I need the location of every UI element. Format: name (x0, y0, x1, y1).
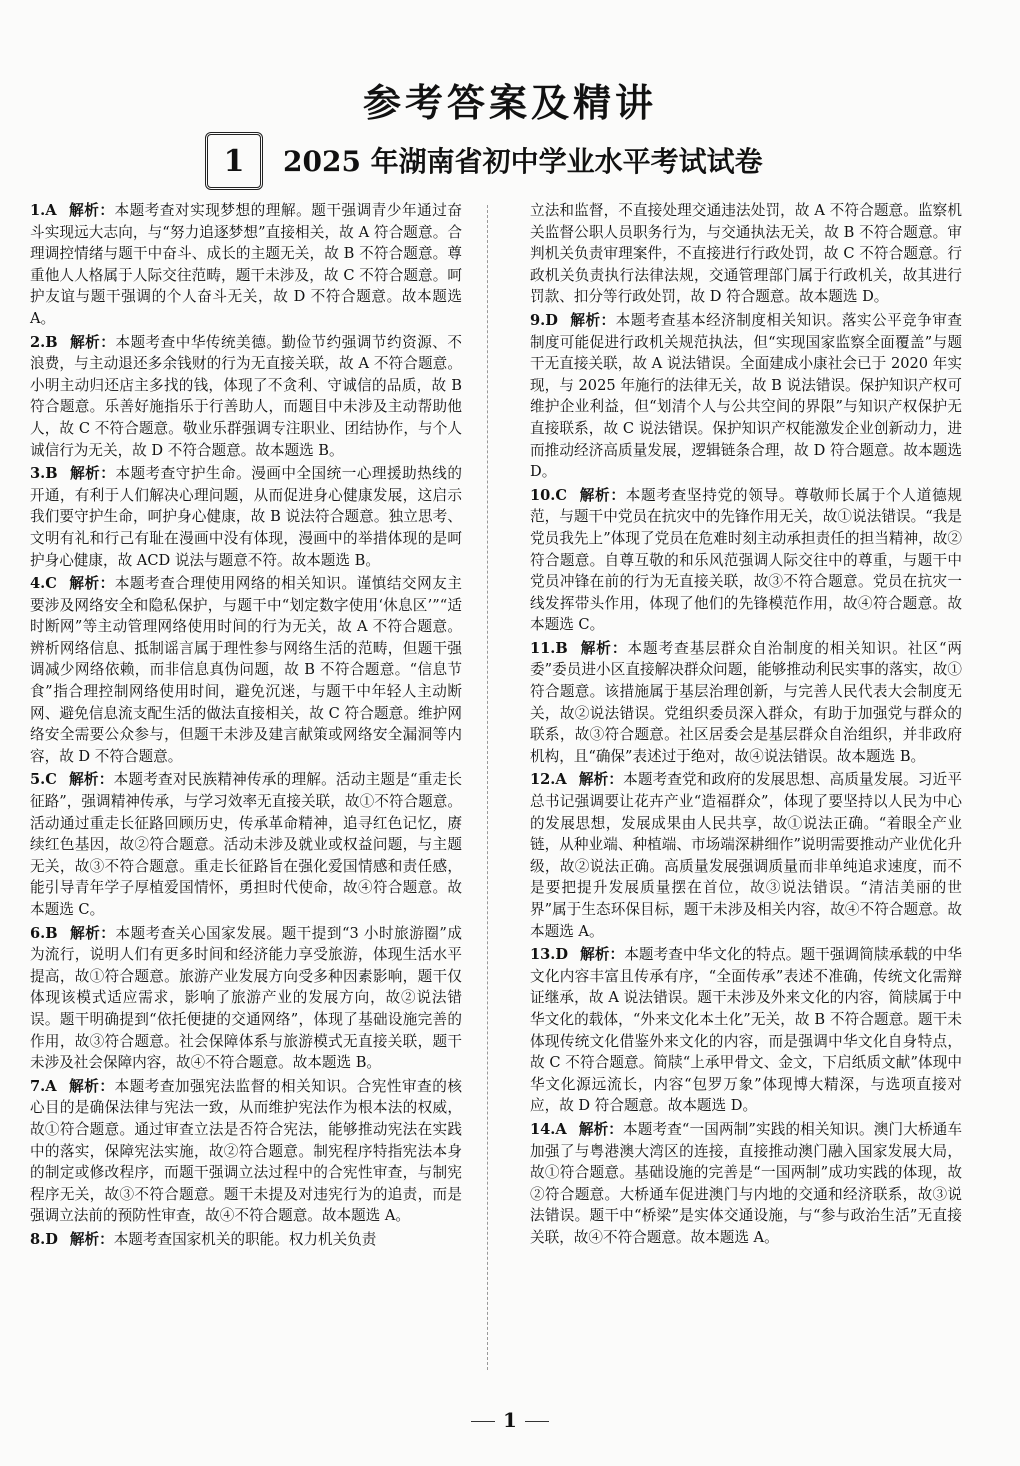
analysis-label: 解析： (68, 1077, 115, 1095)
answer-number: 2.B (30, 333, 58, 351)
answer-item (30, 923, 462, 1074)
answer-number: 4.C (30, 575, 57, 593)
page-number-value: 1 (503, 1408, 517, 1432)
answer-text: 本题考查“一国两制”实践的相关知识。澳门大桥通车加强了与粤港澳大湾区的连接，直接推动澳门融入国家发展大局，故①符合题意。基础设施的完善是“一国两制”成功实践的体现，故②符合题意。大桥通车促进澳门与内地的交通和经济联系，故③说法错误。题干中“桥梁”是实体交通设施，与“参与政治生活”无直接关联，故④不符合题意。故本题选 A。 (530, 1120, 962, 1246)
answer-item (30, 332, 462, 462)
answer-item (530, 200, 962, 308)
answer-text: 本题考查党和政府的发展思想、高质量发展。习近平总书记强调要让花卉产业“造福群众”，体现了要坚持以人民为中心的发展思想，发展成果由人民共享，故①说法正确。“着眼全产业链，从种业端、种植端、市场端深耕细作”说明需要推动产业优化升级，故②说法正确。高质量发展强调质量而非单纯追求速度，而不是要把提升发展质量摆在首位，故③说法错误。“清洁美丽的世界”属于生态环保目标，题干未涉及相关内容，故④不符合题意。故本题选 A。 (530, 771, 962, 940)
answer-text: 本题考查基层群众自治制度的相关知识。社区“两委”委员进小区直接解决群众问题，能够推动利民实事的落实，故①符合题意。该措施属于基层治理创新，与完善人民代表大会制度无关，故②说法错误。党组织委员深入群众，有助于加强党与群众的联系，故③符合题意。社区居委会是基层群众自治组织，并非政府机构，且“确保”表述过于绝对，故④说法错误。故本题选 B。 (530, 639, 962, 765)
answer-item (30, 200, 462, 330)
answer-item (30, 769, 462, 920)
analysis-label: 解析： (69, 333, 116, 351)
analysis-label: 解析： (68, 575, 115, 593)
answer-text: 本题考查中华传统美德。勤俭节约强调节约资源、不浪费，与主动退还多余钱财的行为无直接关联，故 A 不符合题意。小明主动归还店主多找的钱，体现了不贪利、守诚信的品质，故 B 符合题意。乐善好施指乐于行善助人，而题目中未涉及主动帮助他人，故 C 不符合题意。敬业乐群强调专注职业、团结协作，与个人诚信行为无关，故 D 不符合题意。故本题选 B。 (30, 333, 462, 459)
answer-number: 11.B (530, 639, 568, 657)
answer-text: 本题考查对民族精神传承的理解。活动主题是“重走长征路”，强调精神传承，与学习效率无直接关联，故①不符合题意。活动通过重走长征路回顾历史，传承革命精神，追寻红色记忆，赓续红色基因，故②符合题意。活动未涉及就业或权益问题，与主题无关，故③不符合题意。重走长征路旨在强化爱国情感和责任感，能引导青年学子厚植爱国情怀，勇担时代使命，故④符合题意。故本题选 C。 (30, 771, 462, 918)
paper-header (205, 132, 825, 190)
paper-title: 2025 年湖南省初中学业水平考试试卷 (283, 145, 763, 178)
answer-number: 8.D (30, 1230, 58, 1248)
paper-number-badge: 1 (205, 132, 263, 190)
analysis-label: 解析： (68, 771, 114, 789)
answer-number: 1.A (30, 202, 57, 219)
answer-text: 本题考查对实现梦想的理解。题干强调青少年通过奋斗实现远大志向，与“努力追逐梦想”直接相关，故 A 符合题意。合理调控情绪与题干中奋斗、成长的主题无关，故 B 不符合题意。尊重他人人格属于人际交往范畴，题干未涉及，故 C 不符合题意。呵护友谊与题干强调的个人奋斗无关，故 D 不符合题意。故本题选 A。 (30, 202, 462, 327)
answer-text: 本题考查加强宪法监督的相关知识。合宪性审查的核心目的是确保法律与宪法一致，从而维护宪法作为根本法的权威，故①符合题意。通过审查立法是否符合宪法，能够推动宪法在实践中的落实，保障宪法实施，故②符合题意。制宪程序特指宪法本身的制定或修改程序，而题干强调立法过程中的合宪性审查，与制宪程序无关，故③不符合题意。题干未提及对违宪行为的追责，而是强调立法前的预防性审查，故④不符合题意。故本题选 A。 (30, 1077, 462, 1225)
answer-number: 13.D (530, 946, 569, 964)
analysis-label: 解析： (578, 771, 624, 789)
answers-left-column (30, 200, 462, 1253)
page-number (0, 1408, 1020, 1432)
answer-number: 9.D (530, 311, 558, 329)
answer-number: 12.A (530, 771, 567, 789)
answer-number: 14.A (530, 1120, 567, 1138)
answer-number: 5.C (30, 771, 57, 789)
analysis-label: 解析： (578, 1120, 624, 1138)
analysis-label: 解析： (569, 311, 616, 329)
analysis-label: 解析： (580, 946, 625, 964)
analysis-label: 解析： (68, 202, 115, 219)
answer-number: 6.B (30, 924, 58, 942)
answer-number: 3.B (30, 465, 58, 483)
answer-item (30, 463, 462, 571)
analysis-label: 解析： (579, 639, 628, 657)
answer-text: 本题考查坚持党的领导。尊敬师长属于个人道德规范，与题干中党员在抗灾中的先锋作用无关，故①说法错误。“我是党员我先上”体现了党员在危难时刻主动承担责任的担当精神，故②符合题意。自尊互敬的和乐风范强调人际交往中的尊重，与题干中党员冲锋在前的行为无直接关联，故③不符合题意。党员在抗灾一线发挥带头作用，体现了他们的先锋模范作用，故④符合题意。故本题选 C。 (530, 486, 962, 634)
answer-item (30, 1229, 462, 1251)
answer-item (530, 638, 962, 768)
page-title: 参考答案及精讲 (362, 80, 657, 125)
answer-item (530, 944, 962, 1117)
analysis-label: 解析： (69, 465, 116, 483)
answer-item (30, 1076, 462, 1227)
answer-text: 本题考查守护生命。漫画中全国统一心理援助热线的开通，有利于人们解决心理问题，从而促进身心健康发展，这启示我们要守护生命，呵护身心健康，故 B 说法符合题意。独立思考、文明有礼和行己有耻在漫画中没有体现，漫画中的举措体现的是呵护身心健康，故 ACD 说法与题意不符。故本题选 B。 (30, 465, 462, 569)
answer-text: 本题考查关心国家发展。题干提到“3 小时旅游圈”成为流行，说明人们有更多时间和经济能力享受旅游，体现生活水平提高，故①符合题意。旅游产业发展方向受多种因素影响，题干仅体现该模式适应需求，影响了旅游产业的发展方向，故②说法错误。题干明确提到“依托便捷的交通网络”，体现了基础设施完善的作用，故③符合题意。社会保障体系与旅游模式无直接关联，题干未涉及社会保障内容，故④不符合题意。故本题选 B。 (30, 924, 462, 1072)
answer-text: 本题考查中华文化的特点。题干强调简牍承载的中华文化内容丰富且传承有序，“全面传承”表述不准确，传统文化需辩证继承，故 A 说法错误。题干未涉及外来文化的内容，简牍属于中华文化的载体，“外来文化本土化”无关，故 B 不符合题意。题干未体现传统文化借鉴外来文化的内容，而是强调中华文化自身特点，故 C 不符合题意。简牍“上承甲骨文、金文，下启纸质文献”体现中华文化源远流长，内容“包罗万象”体现博大精深，与选项直接对应，故 D 符合题意。故本题选 D。 (530, 946, 962, 1115)
answer-text: 本题考查基本经济制度相关知识。落实公平竞争审查制度可能促进行政机关规范执法，但“实现国家监察全面覆盖”与题干无直接关联，故 A 说法错误。全面建成小康社会已于 2020 年实现，与 2025 年施行的法律无关，故 B 说法错误。保护知识产权可维护企业利益，但“划清个人与公共空间的界限”与知识产权保护无直接联系，故 C 说法错误。保护知识产权能激发企业创新动力，进而推动经济高质量发展，逻辑链条合理，故 D 符合题意。故本题选 D。 (530, 311, 962, 481)
column-divider (487, 205, 488, 1370)
analysis-label: 解析： (579, 486, 626, 504)
analysis-label: 解析： (69, 924, 116, 942)
answer-item (30, 573, 462, 767)
answer-number: 7.A (30, 1077, 57, 1095)
answer-text: 本题考查国家机关的职能。权力机关负责 (113, 1230, 377, 1248)
answer-text: 本题考查合理使用网络的相关知识。谨慎结交网友主要涉及网络安全和隐私保护，与题干中“划定数字使用‘休息区’”“适时断网”等主动管理网络使用时间的行为无关，故 A 不符合题意。辨析网络信息、抵制谣言属于理性参与网络生活的范畴，但题干强调减少网络依赖，而非信息真伪问题，故 B 不符合题意。“信息节食”指合理控制网络使用时间，避免沉迷，与题干中年轻人主动断网、避免信息流支配生活的做法直接相关，故 C 符合题意。维护网络安全需要公众参与，但题干未涉及建言献策或网络安全漏洞等内容，故 D 不符合题意。 (30, 575, 462, 765)
answer-item (530, 485, 962, 636)
answer-number: 10.C (530, 486, 568, 504)
analysis-label: 解析： (69, 1230, 114, 1248)
answer-item (530, 310, 962, 483)
answers-right-column (530, 200, 962, 1251)
answer-item (530, 769, 962, 942)
answer-text: 立法和监督，不直接处理交通违法处罚，故 A 不符合题意。监察机关监督公职人员职务行为，与交通执法无关，故 B 不符合题意。审判机关负责审理案件，不直接进行行政处罚，故 C 不符合题意。行政机关负责执行法律法规，交通管理部门属于行政机关，故其进行罚款、扣分等行政处罚，故 D 符合题意。故本题选 D。 (530, 202, 962, 306)
answer-item (530, 1119, 962, 1249)
